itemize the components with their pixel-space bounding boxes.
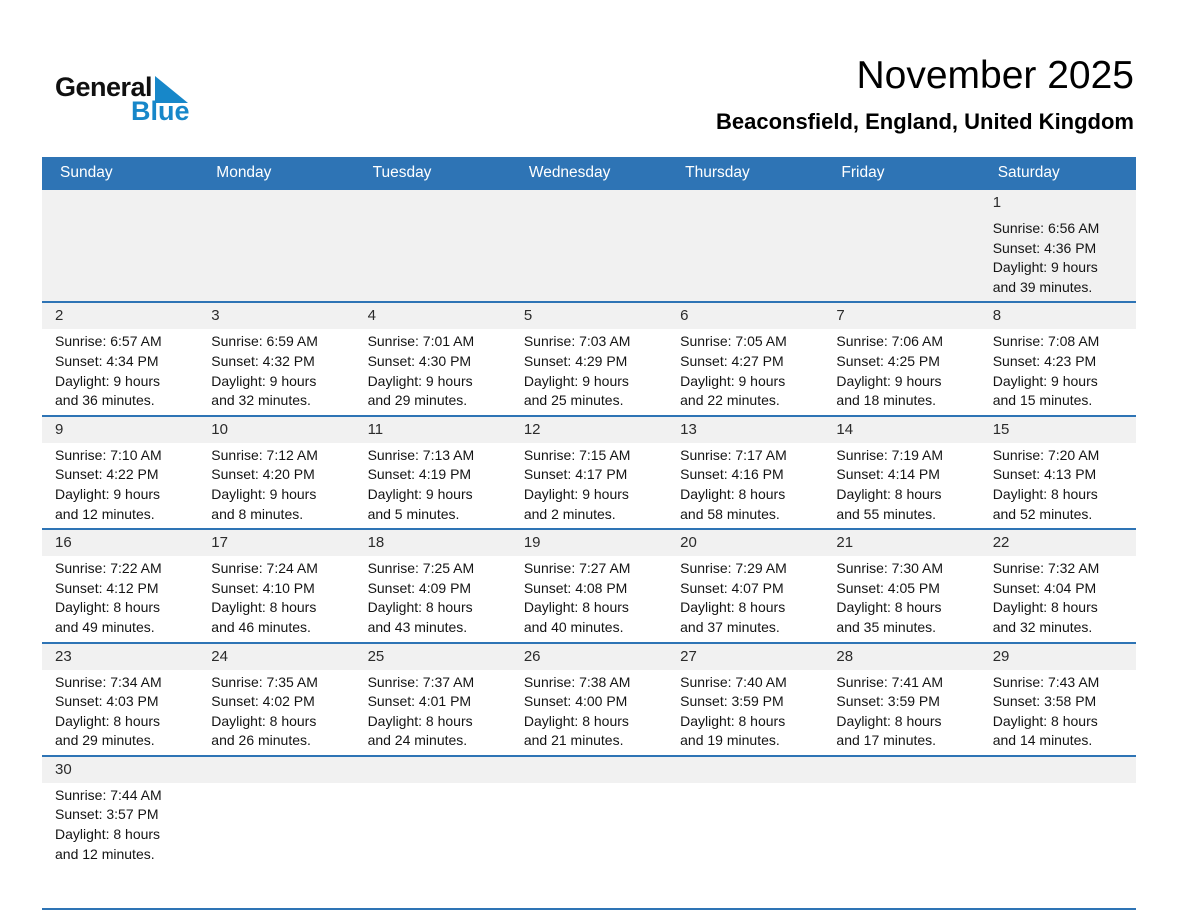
sunrise-text: Sunrise: 7:38 AM: [523, 673, 631, 690]
sunrise-text: Sunrise: 7:01 AM: [367, 333, 475, 350]
logo-text-general: General: [55, 72, 153, 102]
empty-date-strip: [823, 190, 979, 216]
day-number: 24: [198, 644, 354, 670]
weekday-header-row: [42, 157, 1136, 190]
empty-day-cell: [511, 190, 667, 301]
general-blue-logo: [55, 74, 190, 125]
empty-date-strip: [355, 190, 511, 216]
sunset-text: Sunset: 3:59 PM: [680, 693, 784, 710]
daylight-text: Daylight: 8 hours and 37 minutes.: [680, 599, 786, 635]
day-details: [667, 556, 823, 641]
day-cell: [355, 530, 511, 641]
empty-date-strip: [42, 190, 198, 216]
day-cell: [42, 644, 198, 755]
day-number: 14: [823, 417, 979, 443]
sunset-text: Sunset: 4:25 PM: [836, 352, 940, 369]
weekday-header-wednesday: Wednesday: [528, 164, 611, 181]
sunset-text: Sunset: 4:29 PM: [523, 352, 628, 369]
day-details: [355, 329, 511, 414]
week-row: [42, 190, 1136, 301]
day-details: [198, 556, 354, 641]
day-number: 15: [980, 417, 1136, 443]
day-number: 27: [667, 644, 823, 670]
day-details: [980, 216, 1136, 301]
empty-day-cell: [355, 757, 511, 908]
weekday-header-thursday: Thursday: [685, 164, 750, 181]
sunrise-text: Sunrise: 7:10 AM: [55, 446, 162, 463]
weekday-header-monday: Monday: [216, 164, 272, 181]
day-number: 23: [42, 644, 198, 670]
sunrise-text: Sunrise: 7:44 AM: [55, 786, 162, 803]
day-details: [980, 329, 1136, 414]
daylight-text: Daylight: 8 hours and 12 minutes.: [55, 826, 161, 862]
day-number: 3: [198, 303, 354, 329]
sunset-text: Sunset: 4:08 PM: [523, 579, 628, 596]
day-details: [511, 670, 667, 755]
day-cell: [198, 644, 354, 755]
sunset-text: Sunset: 4:22 PM: [55, 466, 159, 483]
day-cell: [198, 303, 354, 414]
empty-day-cell: [355, 190, 511, 301]
daylight-text: Daylight: 8 hours and 29 minutes.: [55, 712, 161, 749]
day-number: 9: [42, 417, 198, 443]
empty-day-cell: [823, 757, 979, 908]
sunrise-text: Sunrise: 7:20 AM: [992, 446, 1100, 463]
sunset-text: Sunset: 3:58 PM: [992, 693, 1097, 710]
week-row: [42, 415, 1136, 528]
sunrise-text: Sunrise: 7:05 AM: [680, 333, 787, 350]
day-number: 20: [667, 530, 823, 556]
day-cell: [198, 417, 354, 528]
sunset-text: Sunset: 4:02 PM: [211, 693, 315, 710]
day-number: 16: [42, 530, 198, 556]
day-cell: [980, 303, 1136, 414]
daylight-text: Daylight: 8 hours and 26 minutes.: [211, 712, 317, 749]
day-details: [198, 443, 354, 528]
sunrise-text: Sunrise: 7:08 AM: [992, 333, 1100, 350]
sunset-text: Sunset: 4:32 PM: [211, 352, 315, 369]
sunset-text: Sunset: 4:16 PM: [680, 466, 784, 483]
day-details: [355, 556, 511, 641]
day-number: 1: [992, 194, 1002, 211]
day-cell: [823, 530, 979, 641]
logo-text-blue: Blue: [131, 96, 190, 126]
day-number: 12: [511, 417, 667, 443]
daylight-text: Daylight: 8 hours and 55 minutes.: [836, 485, 942, 522]
empty-date-strip: [511, 190, 667, 216]
daylight-text: Daylight: 9 hours and 39 minutes.: [992, 259, 1098, 295]
sunrise-text: Sunrise: 7:25 AM: [367, 560, 475, 577]
daylight-text: Daylight: 8 hours and 21 minutes.: [523, 712, 629, 749]
day-number: 8: [980, 303, 1136, 329]
day-number: 29: [980, 644, 1136, 670]
sunset-text: Sunset: 4:01 PM: [367, 693, 472, 710]
day-cell: [511, 303, 667, 414]
day-number: 4: [355, 303, 511, 329]
daylight-text: Daylight: 9 hours and 5 minutes.: [367, 485, 473, 522]
daylight-text: Daylight: 8 hours and 40 minutes.: [523, 599, 629, 635]
day-cell: [355, 644, 511, 755]
weekday-header-saturday: Saturday: [997, 164, 1060, 181]
empty-day-cell: [511, 757, 667, 908]
empty-date-strip: [667, 190, 823, 216]
day-cell: [667, 644, 823, 755]
day-details: [667, 670, 823, 755]
day-cell: [511, 417, 667, 528]
empty-day-cell: [198, 190, 354, 301]
day-details: [823, 443, 979, 528]
day-details: [667, 329, 823, 414]
sunset-text: Sunset: 4:03 PM: [55, 693, 159, 710]
week-row: [42, 528, 1136, 641]
daylight-text: Daylight: 9 hours and 18 minutes.: [836, 372, 942, 409]
sunrise-text: Sunrise: 7:35 AM: [211, 673, 318, 690]
day-number: 6: [667, 303, 823, 329]
sunrise-text: Sunrise: 7:13 AM: [367, 446, 475, 463]
sunrise-text: Sunrise: 7:27 AM: [523, 560, 631, 577]
title-block: [716, 54, 1134, 135]
location-subtitle: Beaconsfield, England, United Kingdom: [715, 109, 1134, 134]
day-details: [42, 556, 198, 641]
daylight-text: Daylight: 8 hours and 58 minutes.: [680, 485, 786, 522]
day-number: 30: [42, 757, 198, 783]
sunset-text: Sunset: 4:12 PM: [55, 579, 159, 596]
daylight-text: Daylight: 8 hours and 35 minutes.: [836, 599, 942, 635]
day-number: 17: [198, 530, 354, 556]
empty-day-cell: [667, 190, 823, 301]
daylight-text: Daylight: 8 hours and 52 minutes.: [992, 485, 1098, 522]
sunset-text: Sunset: 4:05 PM: [836, 579, 940, 596]
week-row: [42, 642, 1136, 755]
day-cell: [667, 530, 823, 641]
empty-date-strip: [980, 757, 1136, 783]
day-number: 18: [355, 530, 511, 556]
daylight-text: Daylight: 9 hours and 8 minutes.: [211, 485, 317, 522]
sunrise-text: Sunrise: 7:17 AM: [680, 446, 787, 463]
sunset-text: Sunset: 4:09 PM: [367, 579, 472, 596]
empty-day-cell: [823, 190, 979, 301]
day-cell: [980, 417, 1136, 528]
day-cell: [511, 644, 667, 755]
daylight-text: Daylight: 9 hours and 22 minutes.: [680, 372, 786, 409]
day-number: 28: [823, 644, 979, 670]
day-details: [355, 443, 511, 528]
page-header: [0, 0, 1188, 157]
day-cell: [823, 644, 979, 755]
sunset-text: Sunset: 4:19 PM: [367, 466, 472, 483]
day-cell: [355, 417, 511, 528]
empty-date-strip: [823, 757, 979, 783]
day-number: 26: [511, 644, 667, 670]
day-details: [980, 443, 1136, 528]
empty-day-cell: [42, 190, 198, 301]
sunrise-text: Sunrise: 7:32 AM: [992, 560, 1100, 577]
day-details: [42, 783, 198, 868]
day-details: [980, 670, 1136, 755]
daylight-text: Daylight: 8 hours and 17 minutes.: [836, 712, 942, 749]
day-number: 5: [511, 303, 667, 329]
day-cell: [667, 303, 823, 414]
sunset-text: Sunset: 4:00 PM: [523, 693, 628, 710]
empty-date-strip: [667, 757, 823, 783]
day-cell: [980, 190, 1136, 301]
day-details: [42, 329, 198, 414]
daylight-text: Daylight: 9 hours and 32 minutes.: [211, 372, 317, 409]
sunrise-text: Sunrise: 7:37 AM: [367, 673, 475, 690]
day-details: [42, 670, 198, 755]
day-number: 10: [198, 417, 354, 443]
day-cell: [42, 757, 198, 908]
sunrise-text: Sunrise: 6:56 AM: [992, 220, 1100, 236]
day-details: [511, 556, 667, 641]
day-cell: [42, 303, 198, 414]
daylight-text: Daylight: 9 hours and 12 minutes.: [55, 485, 161, 522]
sunrise-text: Sunrise: 7:12 AM: [211, 446, 318, 463]
daylight-text: Daylight: 8 hours and 24 minutes.: [367, 712, 473, 749]
day-number: 13: [667, 417, 823, 443]
day-details: [198, 329, 354, 414]
empty-date-strip: [198, 190, 354, 216]
day-details: [355, 670, 511, 755]
sunrise-text: Sunrise: 7:30 AM: [836, 560, 944, 577]
empty-day-cell: [980, 757, 1136, 908]
day-details: [823, 556, 979, 641]
sunset-text: Sunset: 4:23 PM: [992, 352, 1097, 369]
sunrise-text: Sunrise: 7:34 AM: [55, 673, 162, 690]
sunset-text: Sunset: 4:14 PM: [836, 466, 940, 483]
daylight-text: Daylight: 9 hours and 29 minutes.: [367, 372, 473, 409]
day-details: [198, 670, 354, 755]
day-details: [667, 443, 823, 528]
daylight-text: Daylight: 9 hours and 2 minutes.: [523, 485, 629, 522]
empty-date-strip: [198, 757, 354, 783]
daylight-text: Daylight: 8 hours and 49 minutes.: [55, 599, 161, 635]
sunset-text: Sunset: 4:04 PM: [992, 579, 1097, 596]
sunset-text: Sunset: 3:57 PM: [55, 806, 159, 823]
sunset-text: Sunset: 4:27 PM: [680, 352, 784, 369]
sunrise-text: Sunrise: 7:19 AM: [836, 446, 944, 463]
daylight-text: Daylight: 8 hours and 46 minutes.: [211, 599, 317, 635]
page-title: November 2025: [856, 54, 1134, 97]
sunrise-text: Sunrise: 7:06 AM: [836, 333, 944, 350]
day-number: 11: [355, 417, 511, 443]
day-cell: [823, 417, 979, 528]
sunrise-text: Sunrise: 7:03 AM: [523, 333, 631, 350]
day-details: [511, 443, 667, 528]
daylight-text: Daylight: 8 hours and 19 minutes.: [680, 712, 786, 749]
sunrise-text: Sunrise: 7:24 AM: [211, 560, 318, 577]
sunrise-text: Sunrise: 7:22 AM: [55, 560, 162, 577]
day-cell: [980, 530, 1136, 641]
sunset-text: Sunset: 4:36 PM: [992, 239, 1097, 256]
daylight-text: Daylight: 8 hours and 14 minutes.: [992, 712, 1098, 749]
week-row: [42, 301, 1136, 414]
sunset-text: Sunset: 4:13 PM: [992, 466, 1097, 483]
day-details: [823, 670, 979, 755]
empty-date-strip: [355, 757, 511, 783]
weeks-container: [42, 190, 1136, 908]
sunrise-text: Sunrise: 7:41 AM: [836, 673, 944, 690]
day-number: 22: [980, 530, 1136, 556]
week-row: [42, 755, 1136, 908]
day-details: [823, 329, 979, 414]
sunset-text: Sunset: 4:10 PM: [211, 579, 315, 596]
daylight-text: Daylight: 9 hours and 25 minutes.: [523, 372, 629, 409]
sunset-text: Sunset: 4:30 PM: [367, 352, 472, 369]
day-cell: [511, 530, 667, 641]
calendar: [42, 157, 1136, 910]
day-details: [511, 329, 667, 414]
empty-day-cell: [198, 757, 354, 908]
sunset-text: Sunset: 4:07 PM: [680, 579, 784, 596]
weekday-header-tuesday: Tuesday: [372, 164, 432, 181]
day-number: 21: [823, 530, 979, 556]
day-number: 25: [355, 644, 511, 670]
day-number: 7: [823, 303, 979, 329]
sunrise-text: Sunrise: 6:59 AM: [211, 333, 318, 350]
sunset-text: Sunset: 4:17 PM: [523, 466, 628, 483]
weekday-header-friday: Friday: [841, 164, 885, 181]
day-cell: [42, 530, 198, 641]
weekday-header-sunday: Sunday: [60, 164, 113, 181]
sunrise-text: Sunrise: 6:57 AM: [55, 333, 162, 350]
sunrise-text: Sunrise: 7:40 AM: [680, 673, 787, 690]
day-cell: [198, 530, 354, 641]
day-cell: [42, 417, 198, 528]
day-number: 19: [511, 530, 667, 556]
day-cell: [355, 303, 511, 414]
sunrise-text: Sunrise: 7:29 AM: [680, 560, 787, 577]
empty-day-cell: [667, 757, 823, 908]
sunset-text: Sunset: 4:20 PM: [211, 466, 315, 483]
day-cell: [667, 417, 823, 528]
day-cell: [980, 644, 1136, 755]
day-details: [42, 443, 198, 528]
sunrise-text: Sunrise: 7:15 AM: [523, 446, 631, 463]
day-number: 2: [42, 303, 198, 329]
daylight-text: Daylight: 8 hours and 32 minutes.: [992, 599, 1098, 635]
day-cell: [823, 303, 979, 414]
day-details: [980, 556, 1136, 641]
empty-date-strip: [511, 757, 667, 783]
daylight-text: Daylight: 9 hours and 36 minutes.: [55, 372, 161, 409]
sunrise-text: Sunrise: 7:43 AM: [992, 673, 1100, 690]
daylight-text: Daylight: 8 hours and 43 minutes.: [367, 599, 473, 635]
sunset-text: Sunset: 4:34 PM: [55, 352, 159, 369]
daylight-text: Daylight: 9 hours and 15 minutes.: [992, 372, 1098, 409]
sunset-text: Sunset: 3:59 PM: [836, 693, 940, 710]
